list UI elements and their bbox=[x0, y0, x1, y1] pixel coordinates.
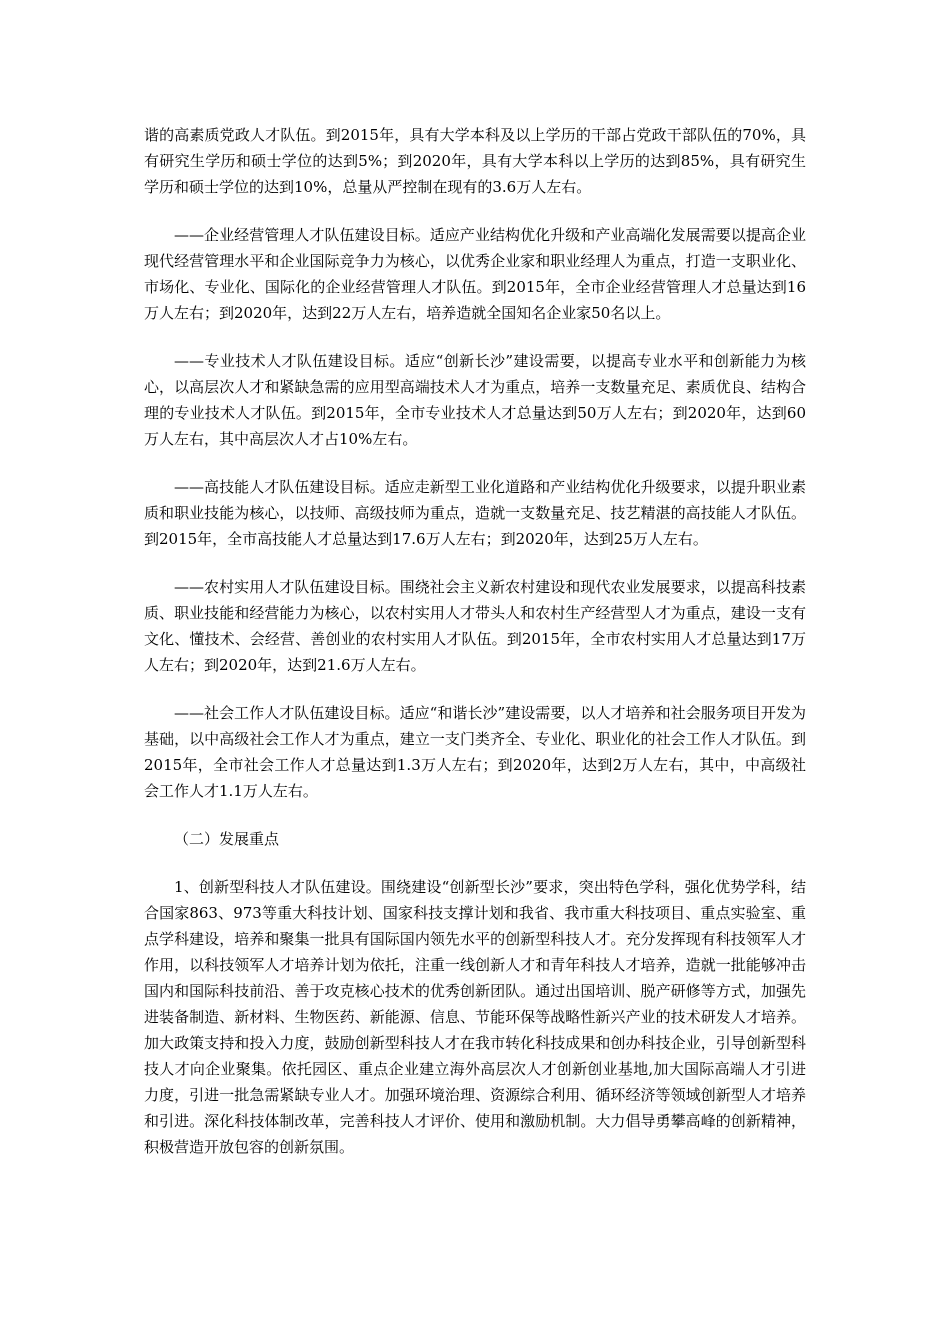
paragraph-spacer bbox=[144, 804, 806, 826]
paragraph-professional-technical-talent: ——专业技术人才队伍建设目标。适应“创新长沙”建设需要，以提高专业水平和创新能力为核心，以高层次人才和紧缺急需的应用型高端技术人才为重点，培养一支数量充足、素质优良、结构合理的专业技术人才队伍。到2015年，全市专业技术人才总量达到50万人左右；到2020年，达到60万人左右，其中高层次人才占10%左右。 bbox=[144, 352, 806, 448]
document-page bbox=[144, 122, 806, 1160]
paragraph-social-work-talent: ——社会工作人才队伍建设目标。适应“和谐长沙”建设需要，以人才培养和社会服务项目开发为基础，以中高级社会工作人才为重点，建立一支门类齐全、专业化、职业化的社会工作人才队伍。到2015年，全市社会工作人才总量达到1.3万人左右；到2020年，达到2万人左右，其中，中高级社会工作人才1.1万人左右。 bbox=[144, 704, 806, 800]
paragraph-spacer bbox=[144, 200, 806, 222]
paragraph-enterprise-management-talent: ——企业经营管理人才队伍建设目标。适应产业结构优化升级和产业高端化发展需要以提高企业现代经营管理水平和企业国际竞争力为核心，以优秀企业家和职业经理人为重点，打造一支职业化、市场化、专业化、国际化的企业经营管理人才队伍。到2015年，全市企业经营管理人才总量达到16万人左右；到2020年，达到22万人左右，培养造就全国知名企业家50名以上。 bbox=[144, 226, 806, 322]
paragraph-spacer bbox=[144, 678, 806, 700]
paragraph-spacer bbox=[144, 452, 806, 474]
paragraph-spacer bbox=[144, 552, 806, 574]
paragraph-innovative-tech-talent: 1、创新型科技人才队伍建设。围绕建设“创新型长沙”要求，突出特色学科，强化优势学科，结合国家863、973等重大科技计划、国家科技支撑计划和我省、我市重大科技项目、重点实验室、重点学科建设，培养和聚集一批具有国际国内领先水平的创新型科技人才。充分发挥现有科技领军人才作用，以科技领军人才培养计划为依托，注重一线创新人才和青年科技人才培养，造就一批能够冲击国内和国际科技前沿、善于攻克核心技术的优秀创新团队。通过出国培训、脱产研修等方式，加强先进装备制造、新材料、生物医药、新能源、信息、节能环保等战略性新兴产业的技术研发人才培养。加大政策支持和投入力度，鼓励创新型科技人才在我市转化科技成果和创办科技企业，引导创新型科技人才向企业聚集。依托园区、重点企业建立海外高层次人才创新创业基地,加大国际高端人才引进力度，引进一批急需紧缺专业人才。加强环境治理、资源综合利用、循环经济等领域创新型人才培养和引进。深化科技体制改革，完善科技人才评价、使用和激励机制。大力倡导勇攀高峰的创新精神，积极营造开放包容的创新氛围。 bbox=[144, 878, 806, 1156]
paragraph-rural-practical-talent: ——农村实用人才队伍建设目标。围绕社会主义新农村建设和现代农业发展要求，以提高科技素质、职业技能和经营能力为核心，以农村实用人才带头人和农村生产经营型人才为重点，建设一支有文化、懂技术、会经营、善创业的农村实用人才队伍。到2015年，全市农村实用人才总量达到17万人左右；到2020年，达到21.6万人左右。 bbox=[144, 578, 806, 674]
paragraph-high-skill-talent: ——高技能人才队伍建设目标。适应走新型工业化道路和产业结构优化升级要求，以提升职业素质和职业技能为核心，以技师、高级技师为重点，造就一支数量充足、技艺精湛的高技能人才队伍。到2015年，全市高技能人才总量达到17.6万人左右；到2020年，达到25万人左右。 bbox=[144, 478, 806, 548]
paragraph-spacer bbox=[144, 326, 806, 348]
paragraph-spacer bbox=[144, 852, 806, 874]
section-heading-development-focus: （二）发展重点 bbox=[174, 830, 280, 848]
paragraph-party-government-talent: 谐的高素质党政人才队伍。到2015年，具有大学本科及以上学历的干部占党政干部队伍的70%，具有研究生学历和硕士学位的达到5%；到2020年，具有大学本科以上学历的达到85%，具有研究生学历和硕士学位的达到10%，总量从严控制在现有的3.6万人左右。 bbox=[144, 126, 806, 196]
